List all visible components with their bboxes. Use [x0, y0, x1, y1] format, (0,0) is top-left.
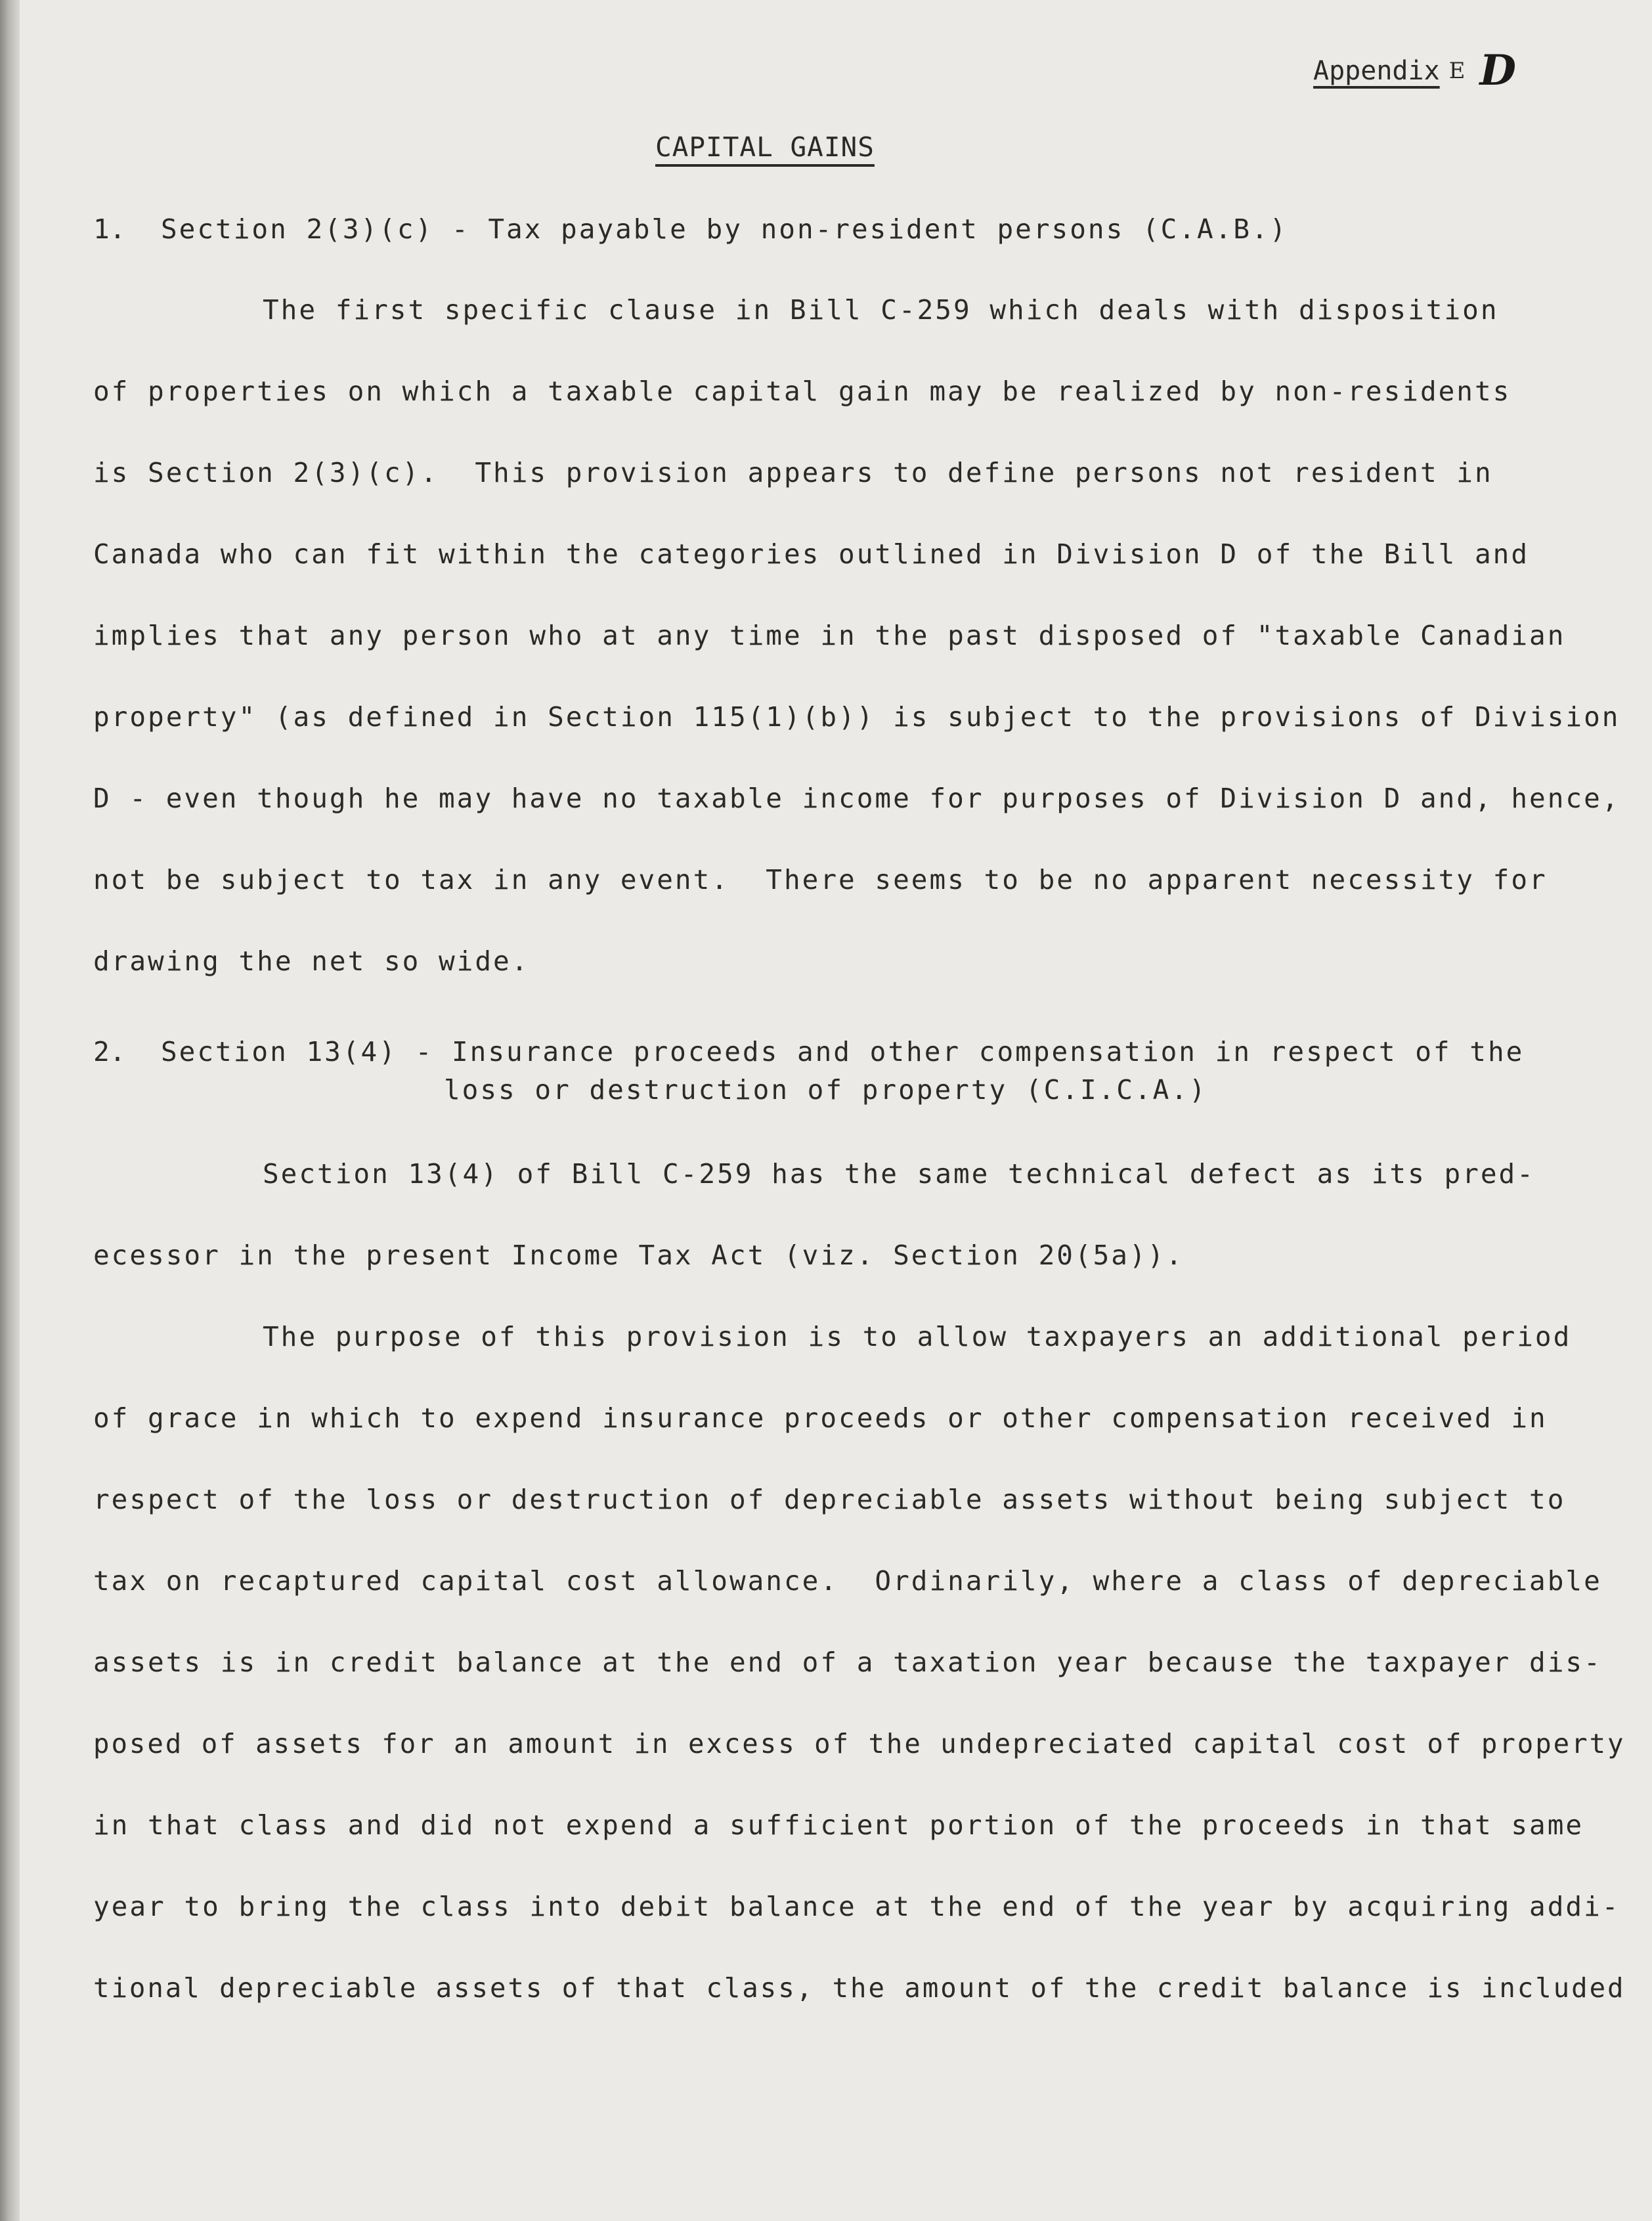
document-page: [20, 0, 1652, 2221]
section-number: 2.: [93, 1036, 126, 1067]
paragraph-line: posed of assets for an amount in excess of the undepreciated capital cost of property: [93, 1728, 1626, 1759]
paragraph-line: The purpose of this provision is to allow taxpayers an additional period: [263, 1321, 1572, 1352]
paragraph-line: respect of the loss or destruction of depreciable assets without being subject to: [93, 1484, 1566, 1515]
correction-mark: E: [1448, 57, 1466, 84]
paragraph-line: property" (as defined in Section 115(1)(b)) is subject to the provisions of Division: [93, 701, 1620, 733]
paragraph-line: Section 13(4) of Bill C-259 has the same technical defect as its pred-: [263, 1158, 1535, 1190]
paragraph-line: in that class and did not expend a sufficient portion of the proceeds in that same: [93, 1809, 1584, 1841]
section-heading: loss or destruction of property (C.I.C.A.): [444, 1074, 1207, 1106]
page-binding-edge: [0, 0, 20, 2221]
appendix-header: [1313, 46, 1516, 95]
section-heading: Section 2(3)(c) - Tax payable by non-resident persons (C.A.B.): [161, 213, 1288, 245]
paragraph-line: assets is in credit balance at the end of a taxation year because the taxpayer dis-: [93, 1647, 1602, 1678]
section-number: 1.: [93, 213, 126, 245]
paragraph-line: Canada who can fit within the categories outlined in Division D of the Bill and: [93, 538, 1530, 570]
paragraph-line: of grace in which to expend insurance proceeds or other compensation received in: [93, 1402, 1548, 1434]
appendix-label: Appendix: [1313, 55, 1440, 86]
paragraph-line: of properties on which a taxable capital gain may be realized by non-residents: [93, 376, 1511, 407]
paragraph-line: tional depreciable assets of that class, the amount of the credit balance is included: [93, 1972, 1626, 2004]
handwritten-letter: D: [1479, 46, 1516, 95]
document-title: CAPITAL GAINS: [655, 131, 875, 163]
paragraph-line: not be subject to tax in any event. There seems to be no apparent necessity for: [93, 864, 1548, 895]
paragraph-line: D - even though he may have no taxable income for purposes of Division D and, hence,: [93, 783, 1620, 814]
paragraph-line: is Section 2(3)(c). This provision appears to define persons not resident in: [93, 457, 1493, 488]
paragraph-line: implies that any person who at any time in the past disposed of "taxable Canadian: [93, 620, 1566, 651]
paragraph-line: tax on recaptured capital cost allowance. Ordinarily, where a class of depreciable: [93, 1565, 1602, 1597]
section-heading: Section 13(4) - Insurance proceeds and other compensation in respect of the: [161, 1036, 1525, 1067]
paragraph-line: drawing the net so wide.: [93, 945, 530, 977]
paragraph-line: The first specific clause in Bill C-259 which deals with disposition: [263, 294, 1499, 326]
paragraph-line: ecessor in the present Income Tax Act (viz. Section 20(5a)).: [93, 1240, 1185, 1271]
paragraph-line: year to bring the class into debit balance at the end of the year by acquiring addi-: [93, 1891, 1620, 1922]
